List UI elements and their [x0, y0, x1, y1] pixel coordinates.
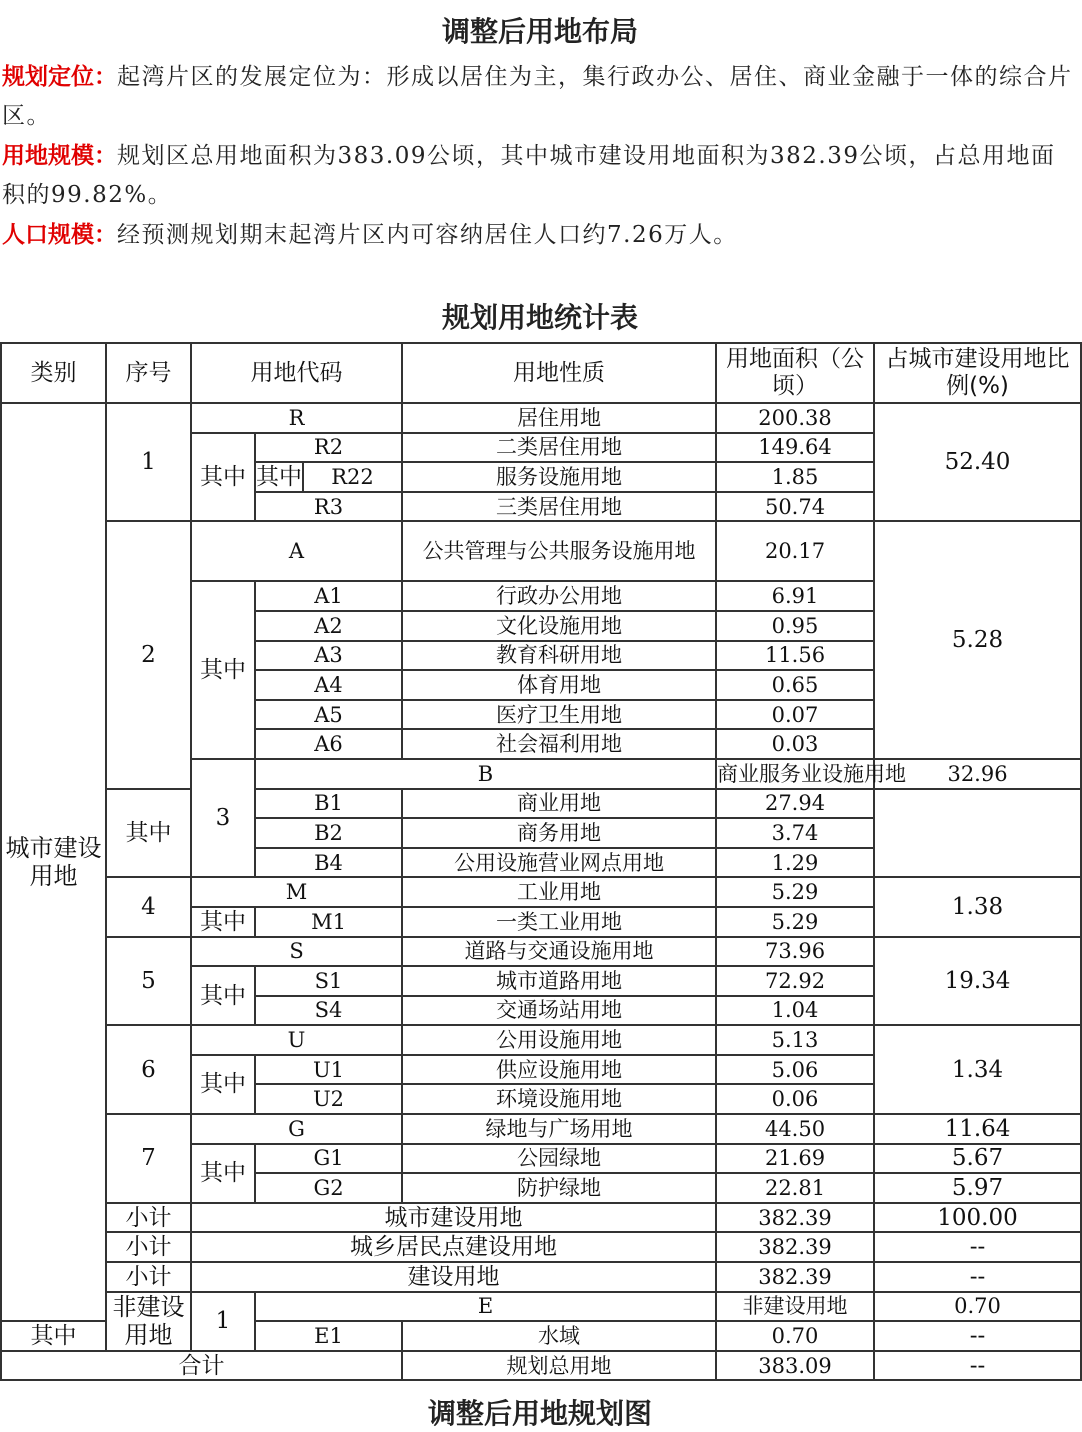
- land-code: A: [191, 521, 402, 581]
- table-row: [1, 789, 1081, 819]
- total-row: [1, 1351, 1081, 1381]
- land-code: B: [255, 759, 716, 789]
- land-area: 50.74: [716, 492, 874, 522]
- subtotal-row: [1, 1232, 1081, 1262]
- land-name: 水域: [402, 1321, 716, 1351]
- subtotal-ratio: --: [874, 1262, 1081, 1292]
- intro-label: 规划定位：: [2, 64, 117, 90]
- land-name: 文化设施用地: [402, 611, 716, 641]
- land-name: 工业用地: [402, 877, 716, 907]
- land-ratio: 19.34: [874, 937, 1081, 1026]
- table-row: [1, 877, 1081, 907]
- land-area: 5.06: [716, 1055, 874, 1085]
- subtotal-ratio: 100.00: [874, 1203, 1081, 1233]
- land-name: 供应设施用地: [402, 1055, 716, 1085]
- land-area: 0.03: [716, 729, 874, 759]
- subtotal-name: 城乡居民点建设用地: [191, 1232, 716, 1262]
- table-title: 规划用地统计表: [441, 301, 638, 334]
- land-name: 一类工业用地: [402, 907, 716, 937]
- land-area: 32.96: [874, 759, 1081, 789]
- land-area: 1.29: [716, 848, 874, 878]
- land-code: R: [191, 403, 402, 433]
- land-area: 200.38: [716, 403, 874, 433]
- land-code: U: [191, 1025, 402, 1055]
- sub-label: 其中: [191, 907, 255, 937]
- land-area: 3.74: [716, 818, 874, 848]
- subtotal-area: 382.39: [716, 1262, 874, 1292]
- land-name: 社会福利用地: [402, 729, 716, 759]
- land-area: 0.06: [716, 1084, 874, 1114]
- land-code: A4: [255, 670, 402, 700]
- subtotal-label: 小计: [106, 1232, 191, 1262]
- land-ratio: 5.28: [874, 521, 1081, 759]
- group-no: 1: [106, 403, 191, 521]
- land-code: A1: [255, 581, 402, 611]
- group-no: 7: [106, 1114, 191, 1203]
- land-name: 防护绿地: [402, 1173, 716, 1203]
- land-use-table: [0, 342, 1082, 1381]
- land-code: R3: [255, 492, 402, 522]
- land-name: 公共管理与公共服务设施用地: [402, 521, 716, 581]
- table-header-row: [1, 343, 1081, 403]
- total-label: 合计: [1, 1351, 402, 1381]
- group-no: 6: [106, 1025, 191, 1114]
- intro-land-scale: [2, 137, 1074, 215]
- land-ratio: 1.38: [874, 877, 1081, 936]
- land-code: S4: [255, 996, 402, 1026]
- header-ratio: 占城市建设用地比例(%): [874, 343, 1081, 403]
- land-ratio: 1.34: [874, 1025, 1081, 1114]
- land-name: 绿地与广场用地: [402, 1114, 716, 1144]
- land-name: 商业服务业设施用地: [716, 759, 874, 789]
- land-name: 非建设用地: [716, 1292, 874, 1322]
- land-name: 公园绿地: [402, 1144, 716, 1174]
- land-area: 5.29: [716, 877, 874, 907]
- intro-text: 经预测规划期末起湾片区内可容纳居住人口约7.26万人。: [117, 222, 738, 248]
- table-row: [1, 1025, 1081, 1055]
- land-name: 环境设施用地: [402, 1084, 716, 1114]
- land-name: 公用设施营业网点用地: [402, 848, 716, 878]
- subtotal-name: 建设用地: [191, 1262, 716, 1292]
- land-area: 44.50: [716, 1114, 874, 1144]
- sub-label: 其中: [191, 433, 255, 522]
- group-no: 1: [191, 1292, 255, 1351]
- land-code: E1: [255, 1321, 402, 1351]
- group-no: 5: [106, 937, 191, 1026]
- header-no: 序号: [106, 343, 191, 403]
- land-ratio: --: [874, 1321, 1081, 1351]
- group-no: 4: [106, 877, 191, 936]
- subtotal-row: [1, 1262, 1081, 1292]
- table-row: [1, 1114, 1081, 1144]
- land-area: 149.64: [716, 433, 874, 463]
- land-name: 三类居住用地: [402, 492, 716, 522]
- sub-label: 其中: [106, 789, 191, 878]
- intro-text: 起湾片区的发展定位为：形成以居住为主，集行政办公、居住、商业金融于一体的综合片区。: [2, 64, 1073, 129]
- land-area: 1.04: [716, 996, 874, 1026]
- land-name: 二类居住用地: [402, 433, 716, 463]
- land-name: 服务设施用地: [402, 462, 716, 492]
- header-nature: 用地性质: [402, 343, 716, 403]
- land-code: A5: [255, 700, 402, 730]
- land-area: 73.96: [716, 937, 874, 967]
- header-area: 用地面积（公顷）: [716, 343, 874, 403]
- land-name: 体育用地: [402, 670, 716, 700]
- subtotal-area: 382.39: [716, 1203, 874, 1233]
- land-area: 5.13: [716, 1025, 874, 1055]
- land-area: 11.56: [716, 641, 874, 671]
- land-area: 27.94: [716, 789, 874, 819]
- land-code: G: [191, 1114, 402, 1144]
- land-area: 6.91: [716, 581, 874, 611]
- table-row: [1, 1292, 1081, 1322]
- land-code: B4: [255, 848, 402, 878]
- land-code: E: [255, 1292, 716, 1322]
- land-area: 0.65: [716, 670, 874, 700]
- land-area: 0.95: [716, 611, 874, 641]
- land-code: U2: [255, 1084, 402, 1114]
- land-name: 医疗卫生用地: [402, 700, 716, 730]
- intro-positioning: [2, 58, 1074, 136]
- land-area: 20.17: [716, 521, 874, 581]
- page-title: 调整后用地布局: [441, 15, 638, 48]
- land-code: B2: [255, 818, 402, 848]
- table-row: [1, 403, 1081, 433]
- land-area: 5.29: [716, 907, 874, 937]
- intro-label: 人口规模：: [2, 222, 117, 248]
- sub-label: 其中: [191, 966, 255, 1025]
- land-area: 1.85: [716, 462, 874, 492]
- land-name: 交通场站用地: [402, 996, 716, 1026]
- land-code: A6: [255, 729, 402, 759]
- category-urban: 城市建设用地: [1, 403, 106, 1321]
- intro-text: 规划区总用地面积为383.09公顷，其中城市建设用地面积为382.39公顷，占总用地面积的99.82%。: [2, 143, 1056, 208]
- table-row: [1, 937, 1081, 967]
- group-no: 2: [106, 521, 191, 788]
- total-area: 383.09: [716, 1351, 874, 1381]
- land-code: G2: [255, 1173, 402, 1203]
- land-code: S: [191, 937, 402, 967]
- land-ratio: 52.40: [874, 403, 1081, 521]
- subtotal-row: [1, 1203, 1081, 1233]
- land-code: M1: [255, 907, 402, 937]
- land-code: A2: [255, 611, 402, 641]
- sub-label: 其中: [256, 463, 302, 490]
- sub-label: 其中: [191, 1144, 255, 1203]
- land-name: 道路与交通设施用地: [402, 937, 716, 967]
- land-code: R22: [303, 462, 402, 492]
- land-area: 21.69: [716, 1144, 874, 1174]
- sub-label: 其中: [191, 581, 255, 759]
- total-name: 规划总用地: [402, 1351, 716, 1381]
- subtotal-area: 382.39: [716, 1232, 874, 1262]
- next-section-title: 调整后用地规划图: [427, 1397, 652, 1430]
- land-code: A3: [255, 641, 402, 671]
- header-code: 用地代码: [191, 343, 402, 403]
- group-no: 3: [191, 759, 255, 877]
- subtotal-ratio: --: [874, 1232, 1081, 1262]
- land-area: 0.07: [716, 700, 874, 730]
- intro-population: [2, 216, 1074, 255]
- land-code: R2: [255, 433, 402, 463]
- sub-label: 其中: [191, 1055, 255, 1114]
- land-ratio: 5.67: [874, 1144, 1081, 1174]
- land-ratio: 11.64: [874, 1114, 1081, 1144]
- land-name: 城市道路用地: [402, 966, 716, 996]
- subtotal-label: 小计: [106, 1262, 191, 1292]
- header-category: 类别: [1, 343, 106, 403]
- subtotal-name: 城市建设用地: [191, 1203, 716, 1233]
- table-row: [1, 521, 1081, 581]
- subtotal-label: 小计: [106, 1203, 191, 1233]
- land-name: 行政办公用地: [402, 581, 716, 611]
- total-ratio: --: [874, 1351, 1081, 1381]
- land-name: 居住用地: [402, 403, 716, 433]
- land-name: 公用设施用地: [402, 1025, 716, 1055]
- intro-label: 用地规模：: [2, 143, 117, 169]
- land-area: 0.70: [874, 1292, 1081, 1322]
- sub-label: 其中: [1, 1321, 106, 1351]
- land-code: M: [191, 877, 402, 907]
- land-ratio: 5.97: [874, 1173, 1081, 1203]
- land-code: B1: [255, 789, 402, 819]
- land-area: 22.81: [716, 1173, 874, 1203]
- land-name: 商业用地: [402, 789, 716, 819]
- land-code: U1: [255, 1055, 402, 1085]
- land-area: 72.92: [716, 966, 874, 996]
- land-name: 商务用地: [402, 818, 716, 848]
- land-area: 0.70: [716, 1321, 874, 1351]
- land-code: S1: [255, 966, 402, 996]
- land-name: 教育科研用地: [402, 641, 716, 671]
- land-code: G1: [255, 1144, 402, 1174]
- category-non-construction: 非建设用地: [106, 1292, 191, 1351]
